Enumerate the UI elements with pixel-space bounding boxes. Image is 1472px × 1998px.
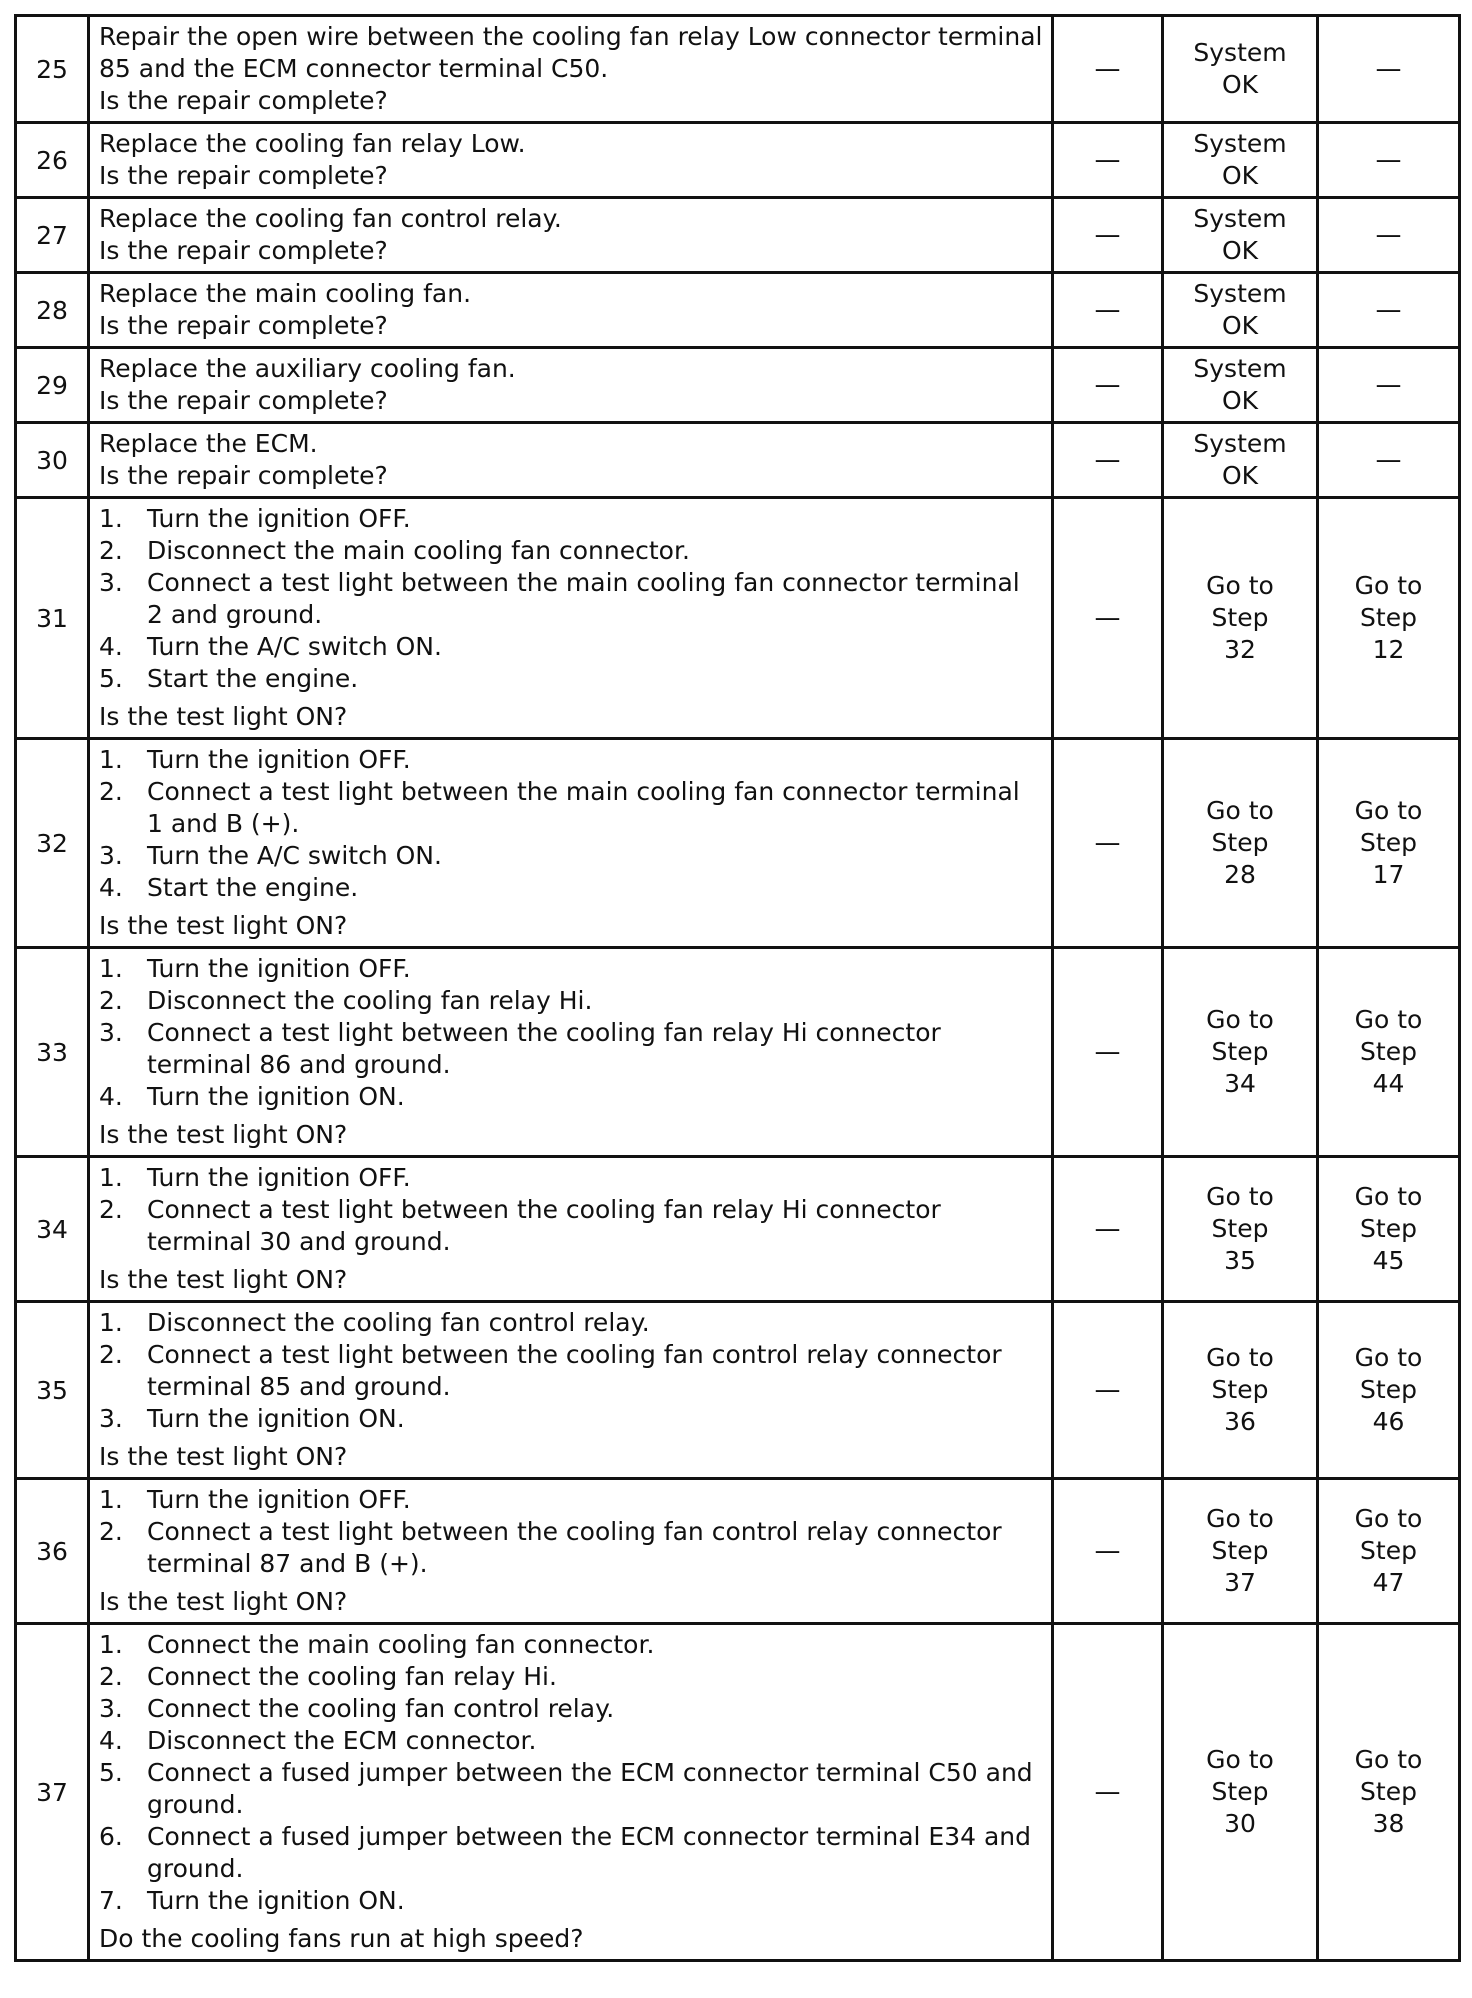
action-list-item [99,1693,1043,1725]
step-no-result [1318,273,1460,348]
step-row [16,198,1460,273]
step-yes-result [1163,423,1318,498]
action-list-item [99,985,1043,1017]
step-question: Is the repair complete? [99,86,388,115]
list-item-text: Turn the ignition OFF. [147,745,411,774]
step-row [16,1157,1460,1302]
value-text: — [1094,54,1121,84]
action-list-item [99,1821,1043,1885]
action-list-item [99,1017,1043,1081]
step-yes-result-text: System OK [1193,354,1287,415]
step-value [1053,1624,1163,1961]
step-value [1053,1302,1163,1479]
action-list-item [99,1885,1043,1917]
step-instruction: Replace the cooling fan control relay. [99,204,562,233]
step-yes-result [1163,123,1318,198]
step-no-result [1318,198,1460,273]
list-item-number: 3. [99,841,123,870]
step-no-result-text: Go to Step 47 [1354,1504,1423,1597]
value-text: — [1094,445,1121,475]
step-instruction: Replace the ECM. [99,429,318,458]
step-no-result [1318,1479,1460,1624]
action-list-item [99,1661,1043,1693]
step-row [16,16,1460,123]
step-instruction: Replace the cooling fan relay Low. [99,129,526,158]
list-item-text: Start the engine. [147,873,359,902]
action-list-item [99,776,1043,840]
list-item-number: 2. [99,1662,123,1691]
step-no-result [1318,1624,1460,1961]
value-text: — [1094,828,1121,858]
step-yes-result-text: Go to Step 28 [1206,796,1274,889]
step-value [1053,498,1163,739]
steps-table-body [16,16,1460,1961]
step-number: 25 [16,16,89,123]
list-item-number: 2. [99,986,123,1015]
step-yes-result-text: Go to Step 32 [1206,571,1274,664]
value-text: — [1094,603,1121,633]
step-value [1053,123,1163,198]
step-action [89,498,1053,739]
list-item-text: Turn the ignition OFF. [147,504,411,533]
action-list-item [99,1307,1043,1339]
list-item-text: Connect a test light between the cooling fan control relay connector terminal 85 and ground. [147,1340,1002,1401]
list-item-number: 1. [99,954,123,983]
list-item-number: 4. [99,1726,123,1755]
list-item-text: Connect the cooling fan relay Hi. [147,1662,557,1691]
list-item-number: 6. [99,1822,123,1851]
list-item-text: Connect a test light between the cooling fan relay Hi connector terminal 86 and ground. [147,1018,941,1079]
step-yes-result [1163,1479,1318,1624]
step-action [89,1624,1053,1961]
step-action [89,739,1053,948]
step-number: 27 [16,198,89,273]
step-question: Is the test light ON? [99,702,348,731]
step-yes-result [1163,1624,1318,1961]
list-item-text: Connect a test light between the cooling fan control relay connector terminal 87 and B (+). [147,1517,1002,1578]
step-row [16,498,1460,739]
step-number: 28 [16,273,89,348]
step-value [1053,739,1163,948]
list-item-text: Turn the ignition OFF. [147,1163,411,1192]
step-number: 37 [16,1624,89,1961]
list-item-text: Turn the ignition ON. [147,1404,405,1433]
step-question: Is the repair complete? [99,161,388,190]
step-number: 30 [16,423,89,498]
list-item-text: Turn the ignition ON. [147,1886,405,1915]
step-instruction: Replace the auxiliary cooling fan. [99,354,516,383]
list-item-text: Turn the ignition OFF. [147,954,411,983]
step-value [1053,198,1163,273]
step-action [89,423,1053,498]
step-no-result-text: Go to Step 44 [1354,1005,1423,1098]
action-list-item [99,1162,1043,1194]
step-no-result [1318,1157,1460,1302]
list-item-number: 2. [99,1340,123,1369]
step-action [89,1157,1053,1302]
step-value [1053,948,1163,1157]
list-item-number: 2. [99,536,123,565]
step-no-result [1318,423,1460,498]
step-yes-result-text: System OK [1193,38,1287,99]
list-item-text: Disconnect the main cooling fan connector. [147,536,690,565]
step-question: Is the test light ON? [99,1442,348,1471]
step-no-result-text: — [1375,445,1402,475]
list-item-text: Connect a test light between the cooling fan relay Hi connector terminal 30 and ground. [147,1195,941,1256]
list-item-text: Disconnect the ECM connector. [147,1726,537,1755]
step-value [1053,348,1163,423]
list-item-text: Turn the A/C switch ON. [147,841,442,870]
list-item-text: Turn the A/C switch ON. [147,632,442,661]
action-list-item [99,1516,1043,1580]
list-item-number: 1. [99,1630,123,1659]
step-yes-result [1163,198,1318,273]
step-number: 31 [16,498,89,739]
step-yes-result-text: Go to Step 35 [1206,1182,1274,1275]
list-item-text: Connect a fused jumper between the ECM connector terminal E34 and ground. [147,1822,1032,1883]
step-yes-result-text: Go to Step 37 [1206,1504,1274,1597]
list-item-number: 5. [99,664,123,693]
value-text: — [1094,1037,1121,1067]
step-row [16,1624,1460,1961]
step-number: 32 [16,739,89,948]
step-yes-result-text: System OK [1193,279,1287,340]
action-list-item [99,1629,1043,1661]
step-number: 34 [16,1157,89,1302]
action-list-item [99,1194,1043,1258]
list-item-number: 4. [99,632,123,661]
step-number: 35 [16,1302,89,1479]
step-number: 36 [16,1479,89,1624]
list-item-number: 3. [99,568,123,597]
step-no-result-text: — [1375,54,1402,84]
step-number: 26 [16,123,89,198]
step-yes-result [1163,1157,1318,1302]
step-no-result [1318,948,1460,1157]
step-action [89,1479,1053,1624]
step-no-result [1318,16,1460,123]
step-no-result-text: Go to Step 12 [1354,571,1423,664]
action-list-item [99,1339,1043,1403]
list-item-number: 2. [99,777,123,806]
action-list-item [99,953,1043,985]
step-no-result-text: Go to Step 17 [1354,796,1423,889]
action-list-item [99,535,1043,567]
value-text: — [1094,1536,1121,1566]
value-text: — [1094,220,1121,250]
step-no-result-text: Go to Step 46 [1354,1343,1423,1436]
step-action [89,198,1053,273]
step-row [16,1302,1460,1479]
step-action [89,1302,1053,1479]
step-action [89,123,1053,198]
list-item-number: 1. [99,504,123,533]
list-item-number: 1. [99,1308,123,1337]
action-list-item [99,1403,1043,1435]
step-action [89,948,1053,1157]
step-no-result [1318,1302,1460,1479]
step-row [16,348,1460,423]
list-item-text: Connect the cooling fan control relay. [147,1694,615,1723]
step-no-result [1318,498,1460,739]
step-yes-result [1163,348,1318,423]
diagnostic-steps-table [14,14,1461,1962]
step-row [16,273,1460,348]
action-list-item [99,631,1043,663]
value-text: — [1094,370,1121,400]
step-no-result-text: — [1375,295,1402,325]
list-item-number: 3. [99,1404,123,1433]
step-no-result [1318,739,1460,948]
step-yes-result [1163,1302,1318,1479]
step-yes-result-text: Go to Step 30 [1206,1745,1274,1838]
step-question: Is the test light ON? [99,1587,348,1616]
action-list-item [99,1757,1043,1821]
step-value [1053,1157,1163,1302]
list-item-text: Connect a fused jumper between the ECM connector terminal C50 and ground. [147,1758,1033,1819]
step-value [1053,423,1163,498]
step-yes-result [1163,739,1318,948]
action-list-item [99,840,1043,872]
step-yes-result-text: System OK [1193,429,1287,490]
step-row [16,739,1460,948]
action-list-item [99,1081,1043,1113]
step-yes-result [1163,948,1318,1157]
step-action [89,16,1053,123]
step-yes-result-text: System OK [1193,204,1287,265]
step-question: Is the repair complete? [99,311,388,340]
list-item-number: 2. [99,1195,123,1224]
list-item-number: 1. [99,745,123,774]
list-item-text: Turn the ignition ON. [147,1082,405,1111]
value-text: — [1094,1375,1121,1405]
step-question: Is the repair complete? [99,386,388,415]
list-item-number: 4. [99,1082,123,1111]
value-text: — [1094,295,1121,325]
action-list-item [99,872,1043,904]
action-list-item [99,663,1043,695]
step-action [89,348,1053,423]
step-question: Do the cooling fans run at high speed? [99,1924,584,1953]
step-no-result-text: Go to Step 45 [1354,1182,1423,1275]
step-value [1053,273,1163,348]
list-item-text: Connect a test light between the main cooling fan connector terminal 1 and B (+). [147,777,1020,838]
step-number: 33 [16,948,89,1157]
value-text: — [1094,145,1121,175]
list-item-text: Connect a test light between the main cooling fan connector terminal 2 and ground. [147,568,1020,629]
step-yes-result-text: System OK [1193,129,1287,190]
step-question: Is the repair complete? [99,461,388,490]
step-yes-result [1163,498,1318,739]
step-instruction: Repair the open wire between the cooling fan relay Low connector terminal 85 and the ECM connector terminal C50. [99,22,1043,83]
step-question: Is the repair complete? [99,236,388,265]
step-yes-result [1163,273,1318,348]
step-row [16,948,1460,1157]
list-item-number: 4. [99,873,123,902]
list-item-number: 5. [99,1758,123,1787]
step-question: Is the test light ON? [99,1120,348,1149]
step-action [89,273,1053,348]
action-list-item [99,1725,1043,1757]
list-item-number: 3. [99,1694,123,1723]
step-value [1053,1479,1163,1624]
step-value [1053,16,1163,123]
list-item-text: Connect the main cooling fan connector. [147,1630,655,1659]
value-text: — [1094,1777,1121,1807]
step-yes-result-text: Go to Step 34 [1206,1005,1274,1098]
step-no-result-text: Go to Step 38 [1354,1745,1423,1838]
list-item-text: Turn the ignition OFF. [147,1485,411,1514]
list-item-text: Start the engine. [147,664,359,693]
action-list-item [99,567,1043,631]
step-no-result-text: — [1375,370,1402,400]
step-instruction: Replace the main cooling fan. [99,279,472,308]
step-yes-result-text: Go to Step 36 [1206,1343,1274,1436]
step-no-result-text: — [1375,220,1402,250]
step-no-result-text: — [1375,145,1402,175]
action-list-item [99,1484,1043,1516]
step-question: Is the test light ON? [99,911,348,940]
step-yes-result [1163,16,1318,123]
list-item-number: 1. [99,1485,123,1514]
action-list-item [99,503,1043,535]
step-no-result [1318,123,1460,198]
step-row [16,1479,1460,1624]
step-row [16,123,1460,198]
step-question: Is the test light ON? [99,1265,348,1294]
step-row [16,423,1460,498]
list-item-text: Disconnect the cooling fan control relay. [147,1308,650,1337]
action-list-item [99,744,1043,776]
step-no-result [1318,348,1460,423]
list-item-number: 3. [99,1018,123,1047]
list-item-text: Disconnect the cooling fan relay Hi. [147,986,593,1015]
list-item-number: 7. [99,1886,123,1915]
list-item-number: 1. [99,1163,123,1192]
list-item-number: 2. [99,1517,123,1546]
value-text: — [1094,1214,1121,1244]
step-number: 29 [16,348,89,423]
